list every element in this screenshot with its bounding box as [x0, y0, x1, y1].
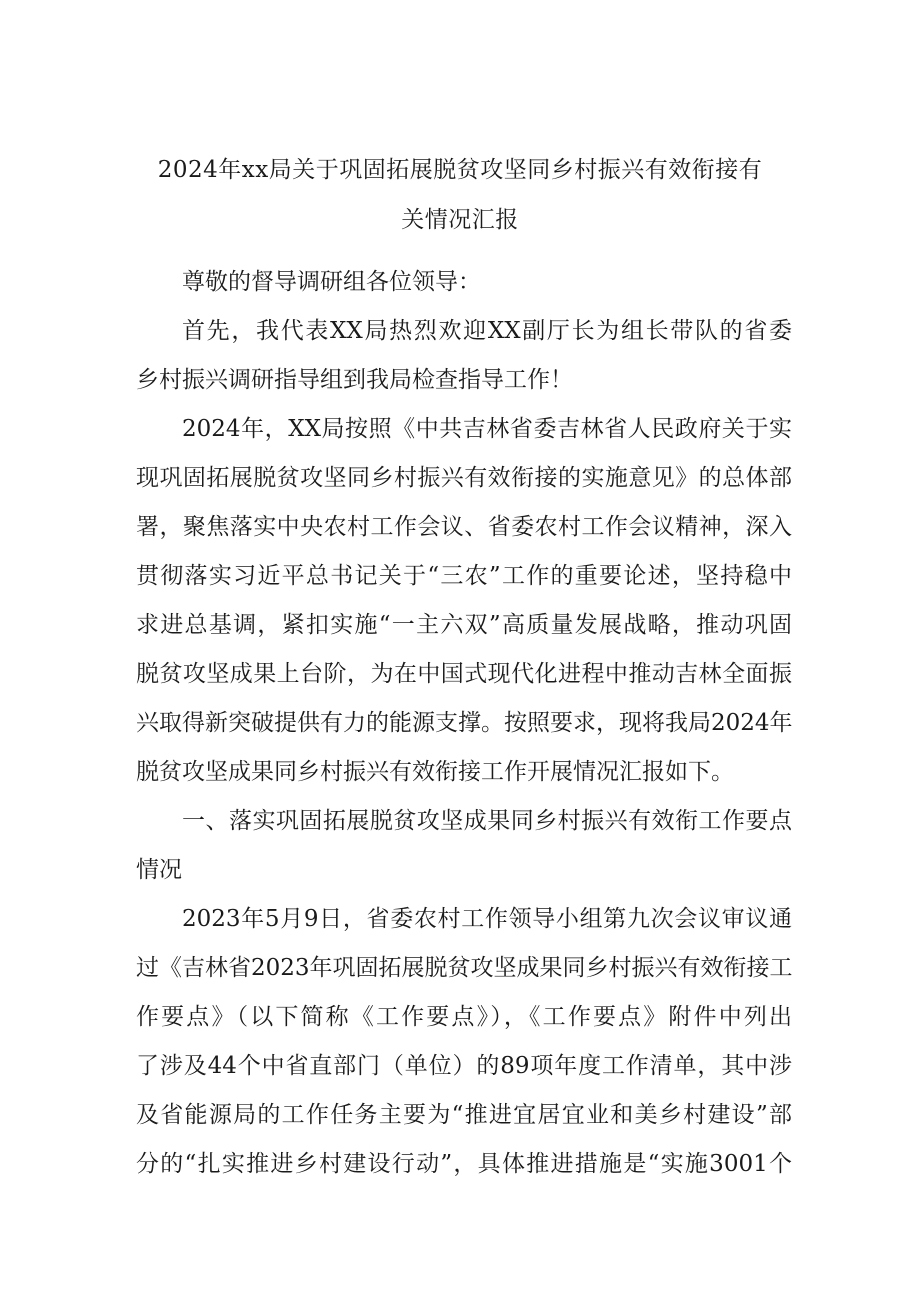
paragraph-line: 贯彻落实习近平总书记关于“三农”工作的重要论述，坚持稳中	[136, 563, 792, 589]
paragraph-line: 分的“扎实推进乡村建设行动”，具体推进措施是“实施3001个	[136, 1151, 792, 1177]
paragraph-line: 过《吉林省2023年巩固拓展脱贫攻坚成果同乡村振兴有效衔接工	[136, 955, 793, 981]
paragraph-line: 署，聚焦落实中央农村工作会议、省委农村工作会议精神，深入	[136, 514, 792, 540]
paragraph-line: 脱贫攻坚成果上台阶，为在中国式现代化进程中推动吉林全面振	[136, 661, 792, 687]
section-heading: 一、落实巩固拓展脱贫攻坚成果同乡村振兴有效衔工作要点	[182, 808, 792, 834]
paragraph-line: 脱贫攻坚成果同乡村振兴有效衔接工作开展情况汇报如下。	[136, 759, 734, 785]
paragraph-line: 了涉及44个中省直部门（单位）的89项年度工作清单，其中涉	[136, 1053, 792, 1079]
paragraph-line: 兴取得新突破提供有力的能源支撑。按照要求，现将我局2024年	[136, 710, 793, 736]
paragraph-line: 及省能源局的工作任务主要为“推进宜居宜业和美乡村建设”部	[136, 1102, 792, 1128]
salutation: 尊敬的督导调研组各位领导：	[182, 269, 481, 295]
paragraph-line: 作要点》（以下简称《工作要点》），《工作要点》附件中列出	[136, 1004, 792, 1030]
paragraph-line: 2024年，XX局按照《中共吉林省委吉林省人民政府关于实	[182, 416, 792, 442]
paragraph-line: 乡村振兴调研指导组到我局检查指导工作！	[136, 367, 573, 393]
paragraph-line: 2023年5月9日，省委农村工作领导小组第九次会议审议通	[182, 906, 792, 932]
paragraph-line: 现巩固拓展脱贫攻坚同乡村振兴有效衔接的实施意见》的总体部	[136, 465, 792, 491]
paragraph-line: 首先，我代表XX局热烈欢迎XX副厅长为组长带队的省委	[182, 318, 792, 344]
section-heading: 情况	[136, 857, 182, 883]
report-title-line-1: 2024年xx局关于巩固拓展脱贫攻坚同乡村振兴有效衔接有	[157, 157, 763, 183]
paragraph-line: 求进总基调，紧扣实施“一主六双”高质量发展战略，推动巩固	[136, 612, 792, 638]
report-title-line-2: 关情况汇报	[401, 207, 519, 233]
